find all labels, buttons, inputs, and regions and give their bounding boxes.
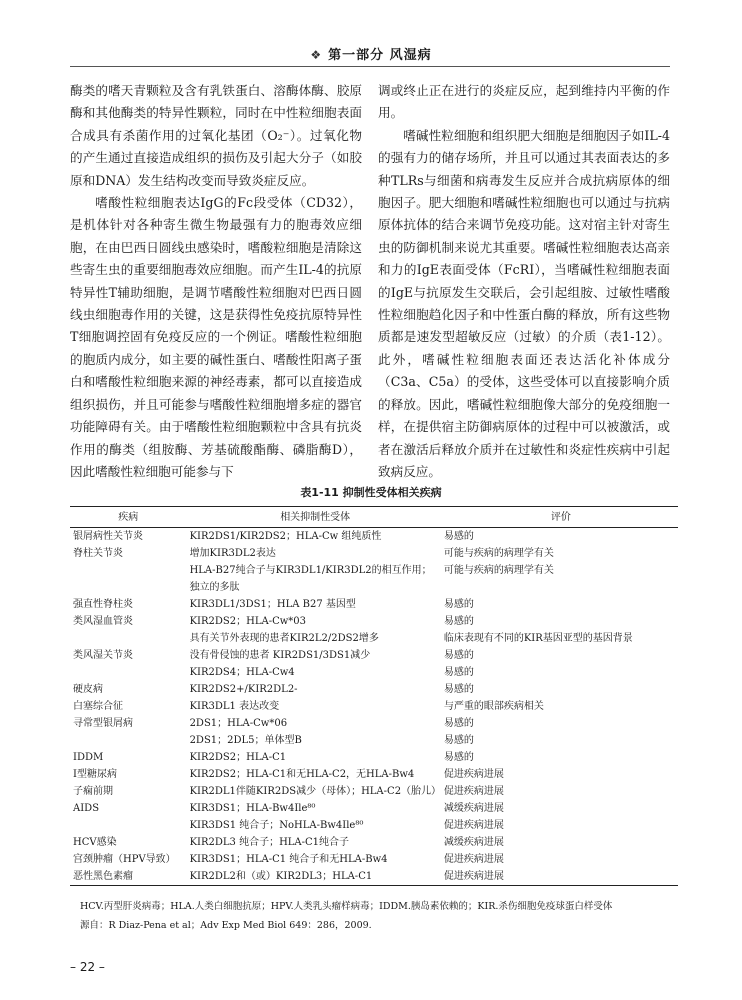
receptor-cell: KIR2DS1/KIR2DS2；HLA-Cw 组纯质性 [189, 531, 382, 542]
page-number: – 22 – [70, 960, 105, 974]
evaluation-cell: 易感的 [443, 667, 474, 678]
disease-cell: 子痫前期 [73, 786, 113, 797]
disease-cell: 恶性黑色素瘤 [70, 868, 187, 886]
receptor-cell: KIR3DS1 纯合子；NoHLA-Bw4Ile⁸⁰ [189, 820, 364, 831]
table-row [70, 783, 678, 800]
evaluation-cell: 易感的 [443, 531, 474, 542]
evaluation-cell: 促进疾病进展 [443, 786, 504, 797]
evaluation-cell: 易感的 [443, 684, 474, 695]
evaluation-cell: 促进疾病进展 [444, 868, 678, 886]
table-row [70, 851, 678, 868]
table-row [70, 681, 678, 698]
receptor-cell: HLA-B27纯合子与KIR3DL1/KIR3DL2的相互作用；独立的多肽 [189, 565, 432, 593]
running-header [0, 44, 742, 63]
disease-cell: 硬皮病 [73, 684, 103, 695]
table-row [70, 817, 678, 834]
disease-cell: IDDM [73, 752, 104, 763]
receptor-cell: 增加KIR3DL2表达 [189, 548, 276, 559]
evaluation-cell: 易感的 [443, 616, 474, 627]
disease-cell: 强直性脊柱炎 [73, 599, 133, 610]
table-row [70, 647, 678, 664]
evaluation-cell: 减缓疾病进展 [443, 837, 504, 848]
table-row [70, 749, 678, 766]
table-row [70, 596, 678, 613]
header-rule [70, 66, 670, 67]
table-header-row [70, 507, 678, 528]
table-row [70, 766, 678, 783]
disease-cell [70, 664, 187, 681]
source-note: 源自：R Diaz-Pena et al；Adv Exp Med Biol 649：286，2009. [80, 920, 372, 931]
receptor-cell: KIR2DS4；HLA-Cw4 [189, 667, 295, 678]
table-row [70, 732, 678, 749]
table-row [70, 698, 678, 715]
evaluation-cell: 促进疾病进展 [443, 854, 504, 865]
receptor-cell: KIR3DS1；HLA-C1 纯合子和无HLA-Bw4 [189, 854, 388, 865]
disease-cell: 银屑病性关节炎 [73, 531, 143, 542]
receptor-cell: KIR3DL1/3DS1；HLA B27 基因型 [189, 599, 356, 610]
paragraph: 酶类的嗜天青颗粒及含有乳铁蛋白、溶酶体酶、胶原酶和其他酶类的特异性颗粒，同时在中性粒细胞表面合成具有杀菌作用的过氧化基团（O₂⁻）。过氧化物的产生通过直接造成组织的损伤及引起大分子（如胶原和DNA）发生结构改变而导致炎症反应。 [70, 83, 362, 188]
evaluation-cell: 促进疾病进展 [443, 820, 504, 831]
receptor-cell: KIR2DL2和（或）KIR2DL3；HLA-C1 [187, 868, 444, 886]
abbreviation-note: HCV.丙型肝炎病毒；HLA.人类白细胞抗原；HPV.人类乳头瘤样病毒；IDDM.胰岛素依赖的；KIR.杀伤细胞免疫球蛋白样受体 [80, 901, 613, 912]
column-header-evaluation: 评价 [444, 507, 678, 528]
evaluation-cell: 易感的 [443, 752, 474, 763]
disease-cell: AIDS [73, 803, 100, 814]
evaluation-cell: 易感的 [443, 599, 474, 610]
paragraph: 嗜碱性粒细胞和组织肥大细胞是细胞因子如IL-4的强有力的储存场所，并且可以通过其表面表达的多种TLRs与细菌和病毒发生反应并合成抗病原体的细胞因子。肥大细胞和嗜碱性粒细胞也可以通过与抗病原体抗体的结合来调节免疫功能。这对宿主针对寄生虫的防御机制来说尤其重要。嗜碱性粒细胞表达高亲和力的IgE表面受体（FcRI），当嗜碱性粒细胞表面的IgE与抗原发生交联后，会引起组胺、过敏性嗜酸性粒细胞趋化因子和中性蛋白酶的释放，所有这些物质都是速发型超敏反应（过敏）的介质（表1-12）。此外，嗜碱性粒细胞表面还表达活化补体成分（C3a、C5a）的受体，这些受体可以直接影响介质的释放。因此，嗜碱性粒细胞像大部分的免疫细胞一样，在提供宿主防御病原体的过程中可以被激活，或者在激活后释放介质并在过敏性和炎症性疾病中引起致病反应。 [378, 127, 670, 479]
disease-cell [70, 817, 187, 834]
column-header-receptor: 相关抑制性受体 [187, 507, 444, 528]
diamond-icon: ❖ [310, 48, 323, 62]
evaluation-cell: 易感的 [443, 650, 474, 661]
disease-cell: 寻常型银屑病 [73, 718, 133, 729]
left-text-column [70, 80, 362, 483]
disease-cell: 白塞综合征 [73, 701, 123, 712]
disease-receptor-table [70, 506, 678, 886]
receptor-cell: KIR3DS1；HLA-Bw4Ile⁸⁰ [189, 803, 316, 814]
evaluation-cell: 减缓疾病进展 [443, 803, 504, 814]
disease-cell [70, 732, 187, 749]
header-title: 第一部分 风湿病 [328, 48, 432, 63]
table-row [70, 545, 678, 562]
receptor-cell: KIR2DL3 纯合子；HLA-C1纯合子 [189, 837, 350, 848]
disease-cell: HCV感染 [73, 837, 117, 848]
disease-cell [70, 630, 187, 647]
paragraph: 嗜酸性粒细胞表达IgG的Fc段受体（CD32），是机体针对各种寄生微生物最强有力的胞毒效应细胞，在由巴西日圆线虫感染时，嗜酸粒细胞是清除这些寄生虫的重要细胞毒效应细胞。而产生IL-4的抗原特异性T辅助细胞，是调节嗜酸性粒细胞对巴西日圆线虫细胞毒作用的关键，这是获得性免疫抗原特异性T细胞调控固有免疫反应的一个例证。嗜酸性粒细胞的胞质内成分，如主要的碱性蛋白、嗜酸性阳离子蛋白和嗜酸性粒细胞来源的神经毒素，都可以直接造成组织损伤，并且可能参与嗜酸性粒细胞增多症的器官功能障碍有关。由于嗜酸性粒细胞颗粒中含具有抗炎作用的酶类（组胺酶、芳基硫酸酯酶、磷脂酶D），因此嗜酸性粒细胞可能参与下 [70, 195, 362, 479]
evaluation-cell: 促进疾病进展 [443, 769, 504, 780]
disease-cell: 类风湿血管炎 [73, 616, 133, 627]
evaluation-cell: 与严重的眼部疾病相关 [443, 701, 544, 712]
receptor-cell: KIR2DS2；HLA-C1 [189, 752, 287, 763]
evaluation-cell: 可能与疾病的病理学有关 [443, 565, 554, 576]
receptor-cell: 2DS1；HLA-Cw*06 [189, 718, 288, 729]
evaluation-cell: 可能与疾病的病理学有关 [443, 548, 554, 559]
right-text-column [378, 80, 670, 483]
table-row [70, 630, 678, 647]
evaluation-cell: 易感的 [443, 718, 474, 729]
receptor-cell: 2DS1；2DL5；单体型B [189, 735, 302, 746]
disease-cell [70, 562, 187, 596]
receptor-cell: KIR3DL1 表达改变 [189, 701, 280, 712]
table-row [70, 613, 678, 630]
table-row [70, 528, 678, 546]
paragraph: 调或终止正在进行的炎症反应，起到维持内平衡的作用。 [378, 83, 670, 121]
disease-cell: 类风湿关节炎 [73, 650, 133, 661]
receptor-cell: 具有关节外表现的患者KIR2L2/2DS2增多 [189, 633, 379, 644]
receptor-cell: KIR2DS2+/KIR2DL2- [189, 684, 298, 695]
table-caption: 表1-11 抑制性受体相关疾病 [300, 486, 442, 499]
table-row [70, 834, 678, 851]
table-row [70, 715, 678, 732]
disease-cell: 脊柱关节炎 [73, 548, 123, 559]
table-row [70, 562, 678, 596]
receptor-cell: KIR2DS2；HLA-Cw*03 [189, 616, 307, 627]
table-row [70, 868, 678, 886]
table-container [70, 506, 678, 886]
receptor-cell: 没有骨侵蚀的患者 KIR2DS1/3DS1减少 [189, 650, 371, 661]
table-row [70, 664, 678, 681]
receptor-cell: KIR2DL1伴随KIR2DS减少（母体）；HLA-C2（胎儿） [189, 786, 442, 797]
evaluation-cell: 临床表现有不同的KIR基因亚型的基因背景 [443, 633, 633, 644]
disease-cell: I型糖尿病 [73, 769, 117, 780]
receptor-cell: KIR2DS2；HLA-C1和无HLA-C2，无HLA-Bw4 [189, 769, 415, 780]
evaluation-cell: 易感的 [443, 735, 474, 746]
column-header-disease: 疾病 [70, 507, 187, 528]
table-row [70, 800, 678, 817]
disease-cell: 宫颈肿瘤（HPV导致） [73, 854, 176, 865]
